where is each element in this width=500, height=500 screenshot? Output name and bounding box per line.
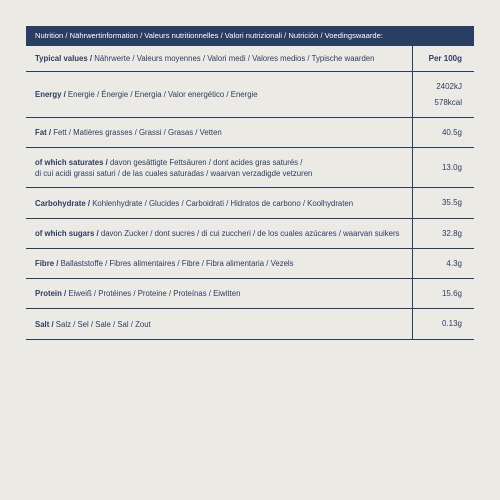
value-kcal: 578kcal	[434, 97, 462, 107]
label-bold: Fat /	[35, 128, 52, 137]
value-text: 4.3g	[446, 258, 462, 268]
fibre-value	[412, 249, 474, 278]
label-rest: Energie / Énergie / Energia / Valor energético / Energie	[65, 90, 258, 99]
label-line	[35, 198, 412, 209]
value-text: 32.8g	[441, 228, 462, 238]
row-label	[26, 249, 412, 278]
label-line	[35, 127, 412, 138]
value-text: 15.6g	[441, 288, 462, 298]
label-bold: of which sugars /	[35, 229, 99, 238]
typical-values-row	[26, 46, 474, 71]
label-line	[35, 258, 412, 269]
fat-row	[26, 117, 474, 147]
value-text: 13.0g	[441, 162, 462, 172]
row-label	[26, 188, 412, 218]
value-text: 0.13g	[441, 319, 462, 328]
carbohydrate-value	[412, 188, 474, 218]
label-line	[35, 288, 412, 299]
energy-value	[412, 72, 474, 117]
label-rest: Fett / Matières grasses / Grassi / Grasas / Vetten	[51, 128, 222, 137]
label-line	[35, 228, 412, 239]
per-100g-header	[412, 46, 474, 71]
protein-row	[26, 278, 474, 308]
label-rest: davon Zucker / dont sucres / di cui zuccheri / de los cuales azúcares / waarvan suikers	[98, 229, 400, 238]
label-bold: Typical values /	[35, 54, 93, 63]
saturates-row	[26, 147, 474, 187]
row-label	[26, 309, 412, 339]
label-bold: Salt /	[35, 319, 54, 329]
row-label	[26, 72, 412, 117]
label-line	[35, 157, 412, 168]
row-label	[26, 118, 412, 147]
sugars-row	[26, 218, 474, 248]
row-label	[26, 46, 412, 71]
label-bold: Fibre /	[35, 259, 59, 268]
salt-row	[26, 308, 474, 339]
value-kj: 2402kJ	[436, 81, 462, 91]
energy-row	[26, 71, 474, 117]
fibre-row	[26, 248, 474, 278]
label-rest: davon gesättigte Fettsäuren / dont acides gras saturés /	[107, 157, 303, 167]
row-label	[26, 148, 412, 187]
label-bold: Energy /	[35, 90, 66, 99]
label-rest: Kohlenhydrate / Glucides / Carboidrati / Hidratos de carbono / Koolhydraten	[90, 198, 354, 208]
table-header: Nutrition / Nährwertinformation / Valeurs nutritionnelles / Valori nutrizionali / Nutrición / Voedingswaarde:	[26, 26, 474, 46]
label-line	[35, 89, 412, 100]
label-rest: Eiweiß / Protéines / Proteine / Proteínas / Eiwitten	[66, 289, 241, 298]
label-bold: Carbohydrate /	[35, 198, 91, 208]
label-line	[35, 319, 412, 330]
label-rest: Nährwerte / Valeurs moyennes / Valori medi / Valores medios / Typische waarden	[92, 54, 375, 63]
value-text: 35.5g	[441, 198, 462, 207]
label-line	[35, 53, 412, 64]
salt-value	[412, 309, 474, 339]
value-text: Per 100g	[428, 53, 462, 63]
label-bold: of which saturates /	[35, 157, 108, 167]
label-line-2: di cui acidi grassi saturi / de las cuales saturadas / waarvan verzadigde vetzuren	[35, 168, 313, 178]
value-text: 40.5g	[441, 127, 462, 137]
sugars-value	[412, 219, 474, 248]
label-rest: Ballaststoffe / Fibres alimentaires / Fibre / Fibra alimentaria / Vezels	[58, 259, 294, 268]
nutrition-table	[26, 26, 474, 340]
carbohydrate-row	[26, 187, 474, 218]
fat-value	[412, 118, 474, 147]
label-bold: Protein /	[35, 289, 67, 298]
label-rest: Salz / Sel / Sale / Sal / Zout	[53, 319, 151, 329]
row-label	[26, 279, 412, 308]
protein-value	[412, 279, 474, 308]
saturates-value	[412, 148, 474, 187]
row-label	[26, 219, 412, 248]
